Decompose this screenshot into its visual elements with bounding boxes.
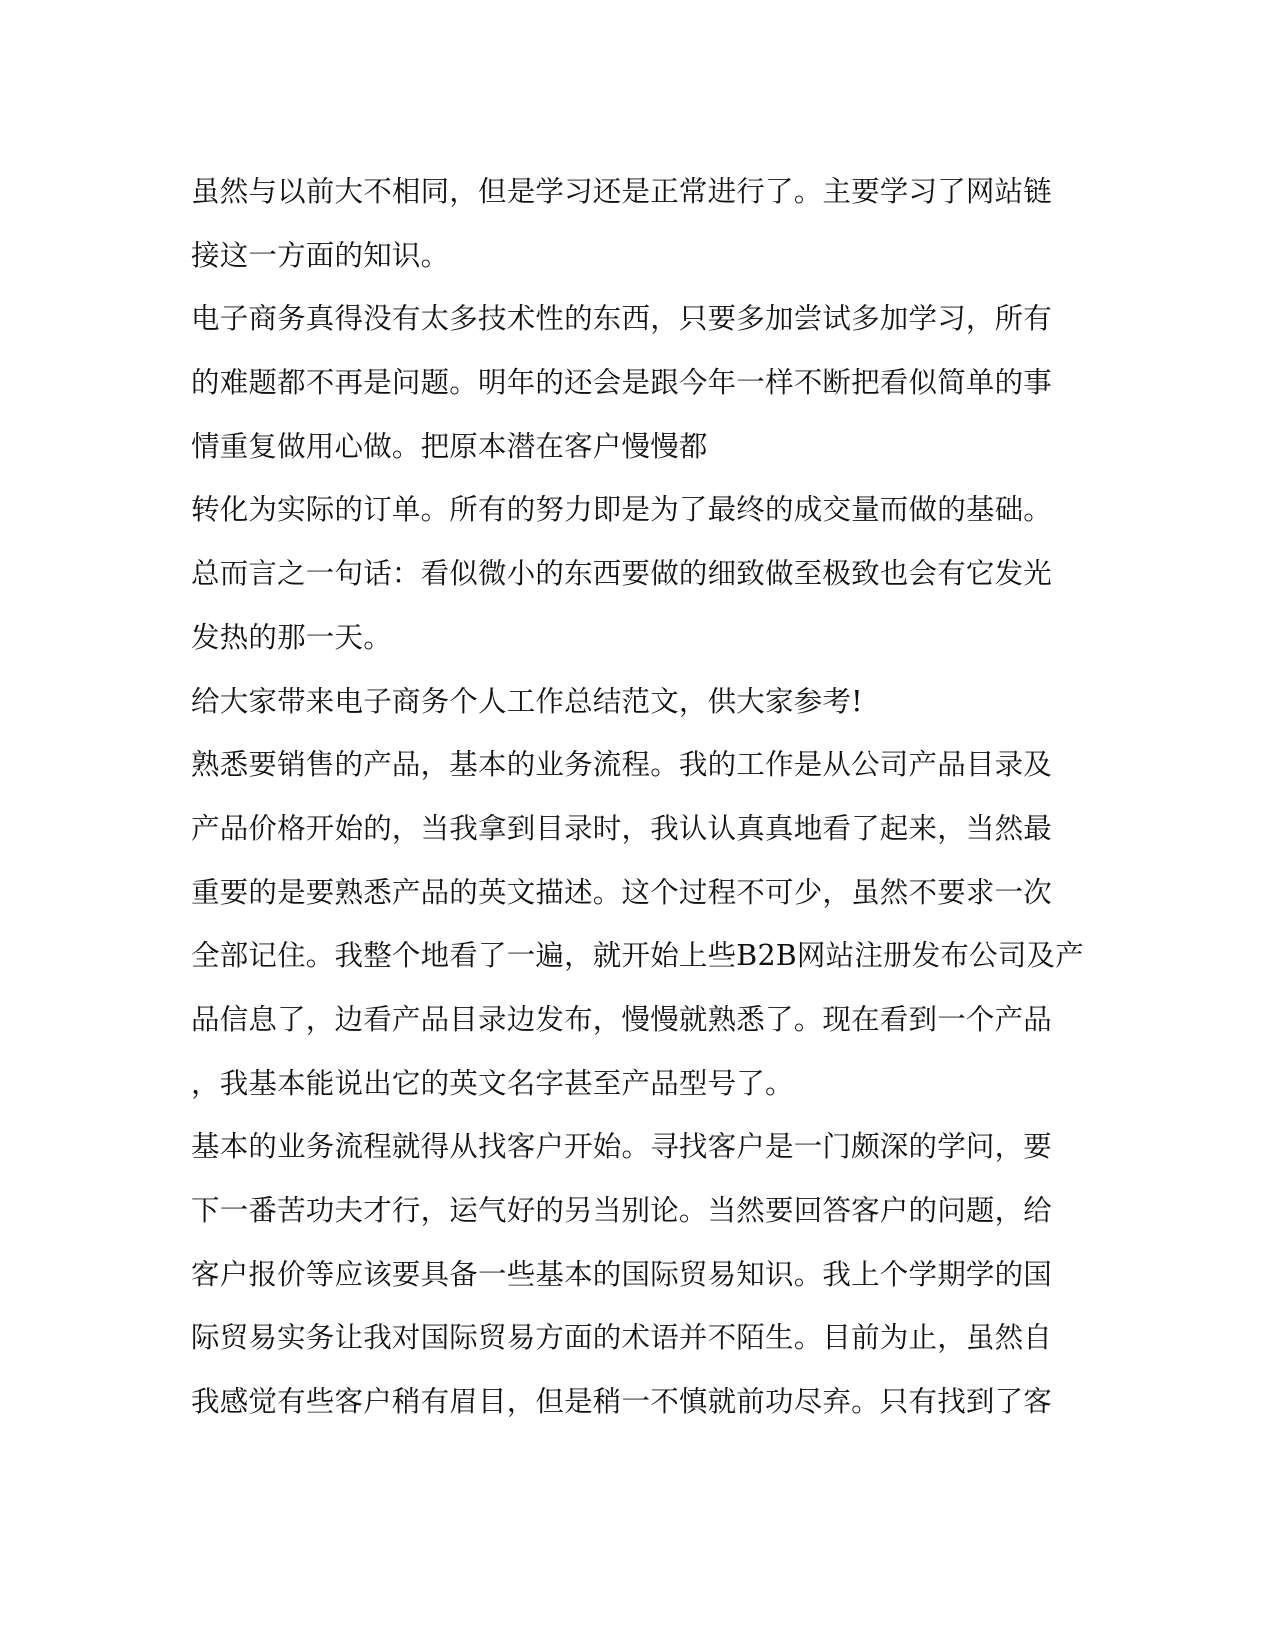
text-line: 我感觉有些客户稍有眉目，但是稍一不慎就前功尽弃。只有找到了客 bbox=[191, 1385, 1053, 1419]
text-line: 的难题都不再是问题。明年的还会是跟今年一样不断把看似简单的事 bbox=[191, 366, 1053, 400]
text-line: 基本的业务流程就得从找客户开始。寻找客户是一门颇深的学问，要 bbox=[191, 1130, 1053, 1164]
text-line: 总而言之一句话：看似微小的东西要做的细致做至极致也会有它发光 bbox=[191, 557, 1053, 591]
text-line: 虽然与以前大不相同，但是学习还是正常进行了。主要学习了网站链 bbox=[191, 175, 1053, 208]
text-line: 际贸易实务让我对国际贸易方面的术语并不陌生。目前为止，虽然自 bbox=[191, 1321, 1053, 1355]
text-line: 发热的那一天。 bbox=[191, 620, 392, 654]
text-line: 全部记住。我整个地看了一遍，就开始上些B2B网站注册发布公司及产 bbox=[191, 939, 1084, 973]
text-line: 下一番苦功夫才行，运气好的另当别论。当然要回答客户的问题，给 bbox=[191, 1194, 1053, 1227]
text-line: 产品价格开始的，当我拿到目录时，我认认真真地看了起来，当然最 bbox=[191, 811, 1053, 845]
text-line: 情重复做用心做。把原本潜在客户慢慢都 bbox=[191, 429, 708, 463]
text-line: 重要的是要熟悉产品的英文描述。这个过程不可少，虽然不要求一次 bbox=[191, 875, 1053, 909]
text-line: 接这一方面的知识。 bbox=[191, 238, 450, 272]
text-line: 转化为实际的订单。所有的努力即是为了最终的成交量而做的基础。 bbox=[191, 493, 1053, 527]
text-line: 熟悉要销售的产品，基本的业务流程。我的工作是从公司产品目录及 bbox=[191, 748, 1053, 782]
text-line: 客户报价等应该要具备一些基本的国际贸易知识。我上个学期学的国 bbox=[191, 1257, 1053, 1291]
text-line: ，我基本能说出它的英文名字甚至产品型号了。 bbox=[191, 1066, 794, 1100]
text-line: 给大家带来电子商务个人工作总结范文，供大家参考! bbox=[191, 684, 863, 718]
text-line: 品信息了，边看产品目录边发布，慢慢就熟悉了。现在看到一个产品 bbox=[191, 1002, 1053, 1036]
document-body bbox=[191, 160, 1091, 1434]
text-line: 电子商务真得没有太多技术性的东西，只要多加尝试多加学习，所有 bbox=[191, 302, 1053, 336]
